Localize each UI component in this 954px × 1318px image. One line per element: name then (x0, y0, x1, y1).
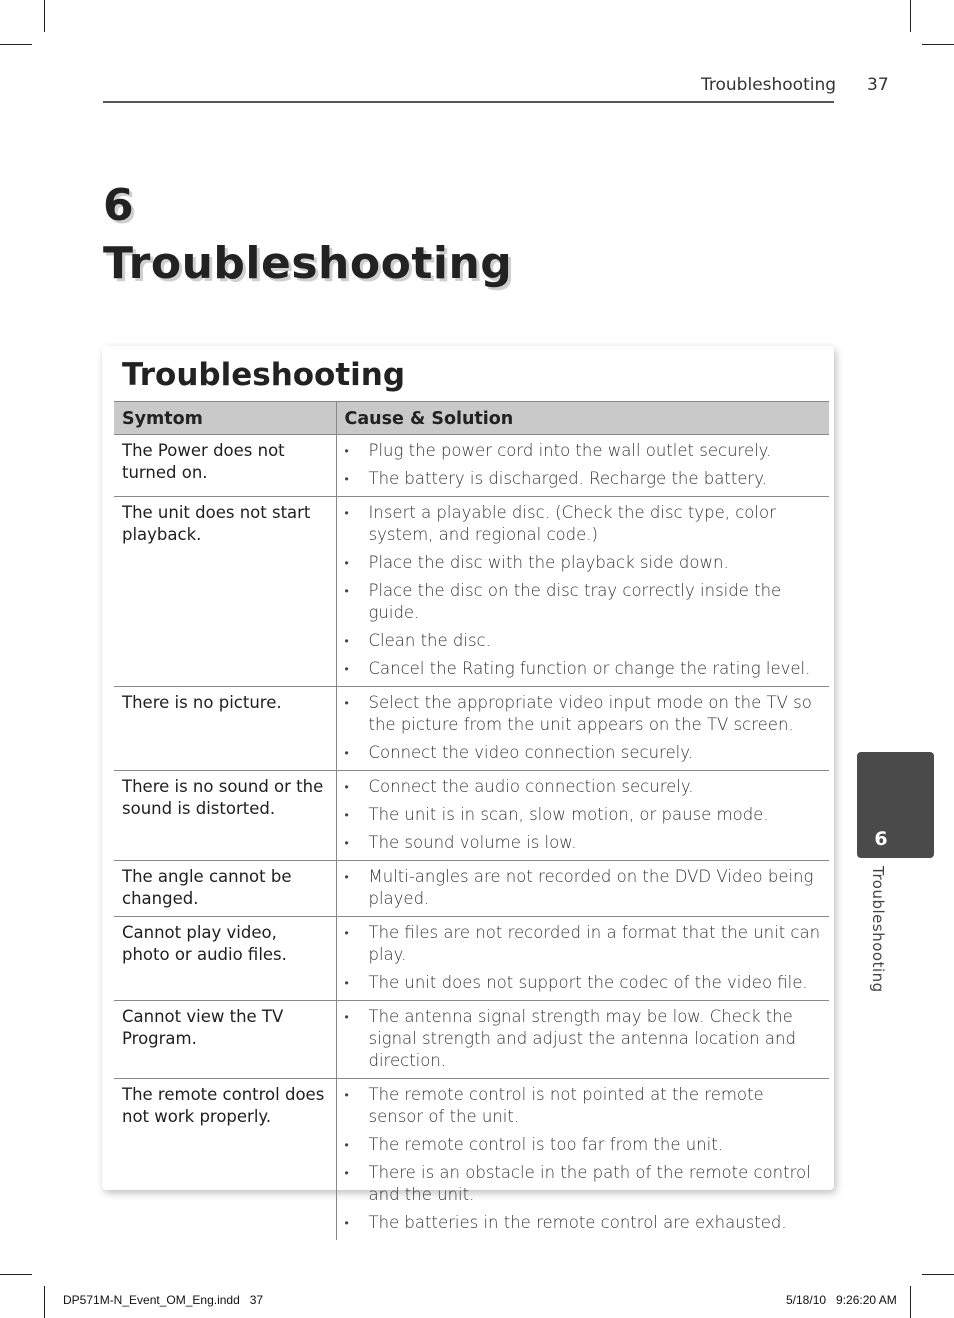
solution-cell (336, 497, 829, 687)
column-header-cause-solution: Cause & Solution (336, 402, 829, 435)
symptom-cell: Cannot play video, photo or audio files. (114, 917, 336, 1001)
symptom-cell: Cannot view the TV Program. (114, 1001, 336, 1079)
table-row (114, 917, 829, 1001)
solution-item: • Place the disc with the playback side down. (345, 552, 822, 574)
solution-item: • Insert a playable disc. (Check the disc type, color system, and regional code.) (345, 502, 822, 546)
crop-mark (44, 0, 45, 32)
solution-item: • Clean the disc. (345, 630, 822, 652)
solution-list (345, 1006, 822, 1072)
chapter-side-tab (857, 752, 934, 858)
solution-item: • Connect the video connection securely. (345, 742, 822, 764)
solution-item: • The batteries in the remote control are exhausted. (345, 1212, 822, 1234)
solution-cell (336, 771, 829, 861)
solution-item: • There is an obstacle in the path of the remote control and the unit. (345, 1162, 822, 1206)
footer-timestamp: 5/18/10 9:26:20 AM (786, 1293, 897, 1307)
running-header-title: Troubleshooting (701, 75, 837, 95)
solution-item: • Connect the audio connection securely. (345, 776, 822, 798)
solution-item: • The unit does not support the codec of the video file. (345, 972, 822, 994)
solution-list (345, 866, 822, 910)
symptom-cell: The remote control does not work properly. (122, 1085, 325, 1126)
crop-mark (0, 44, 32, 45)
table-row (114, 435, 829, 497)
solution-item: • The files are not recorded in a format that the unit can play. (345, 922, 822, 966)
panel-title: Troubleshooting (122, 357, 406, 393)
page-number: 37 (867, 75, 889, 95)
symptom-cell: The Power does not turned on. (114, 435, 336, 497)
footer-filename: DP571M-N_Event_OM_Eng.indd 37 (63, 1293, 264, 1307)
crop-mark (922, 44, 954, 45)
solution-item: • The antenna signal strength may be low. Check the signal strength and adjust the antenna location and direction. (345, 1006, 822, 1072)
solution-cell (336, 917, 829, 1001)
crop-mark (910, 1286, 911, 1318)
chapter-title: Troubleshooting (103, 238, 513, 289)
solution-item: • The battery is discharged. Recharge the battery. (345, 468, 822, 490)
table-row (114, 497, 829, 687)
solution-list (345, 1084, 822, 1234)
solution-list (345, 922, 822, 994)
crop-mark (922, 1274, 954, 1275)
solution-item: • Cancel the Rating function or change the rating level. (345, 658, 822, 680)
side-tab-number: 6 (874, 828, 888, 850)
solution-item: • Plug the power cord into the wall outlet securely. (345, 440, 822, 462)
crop-mark (44, 1286, 45, 1318)
table-row (114, 861, 829, 917)
side-tab-label: Troubleshooting (869, 866, 887, 993)
table-header-row (114, 402, 829, 435)
header-divider (103, 101, 834, 103)
solution-cell (336, 1001, 829, 1079)
solution-cell (336, 435, 829, 497)
solution-item: • The remote control is too far from the unit. (345, 1134, 822, 1156)
symptom-cell: The angle cannot be changed. (114, 861, 336, 917)
solution-cell (336, 687, 829, 771)
solution-cell (336, 861, 829, 917)
symptom-cell: There is no sound or the sound is distorted. (114, 771, 336, 861)
solution-cell (336, 1079, 829, 1241)
solution-list (345, 692, 822, 764)
solution-item: • The unit is in scan, slow motion, or pause mode. (345, 804, 822, 826)
table-row (114, 1001, 829, 1079)
solution-item: • The remote control is not pointed at the remote sensor of the unit. (345, 1084, 822, 1128)
crop-mark (0, 1274, 32, 1275)
solution-item: • Select the appropriate video input mode on the TV so the picture from the unit appears on the TV screen. (345, 692, 822, 736)
troubleshooting-table (114, 401, 829, 1240)
column-header-symptom: Symtom (114, 402, 336, 435)
table-row (114, 687, 829, 771)
chapter-number: 6 (103, 180, 134, 231)
solution-list (345, 776, 822, 854)
table-row (114, 1079, 829, 1241)
solution-item: • Place the disc on the disc tray correctly inside the guide. (345, 580, 822, 624)
solution-list (345, 440, 822, 490)
solution-item: • Multi-angles are not recorded on the DVD Video being played. (345, 866, 822, 910)
symptom-cell: There is no picture. (114, 687, 336, 771)
solution-item: • The sound volume is low. (345, 832, 822, 854)
solution-list (345, 502, 822, 680)
table-row (114, 771, 829, 861)
crop-mark (910, 0, 911, 32)
symptom-cell: The unit does not start playback. (114, 497, 336, 687)
